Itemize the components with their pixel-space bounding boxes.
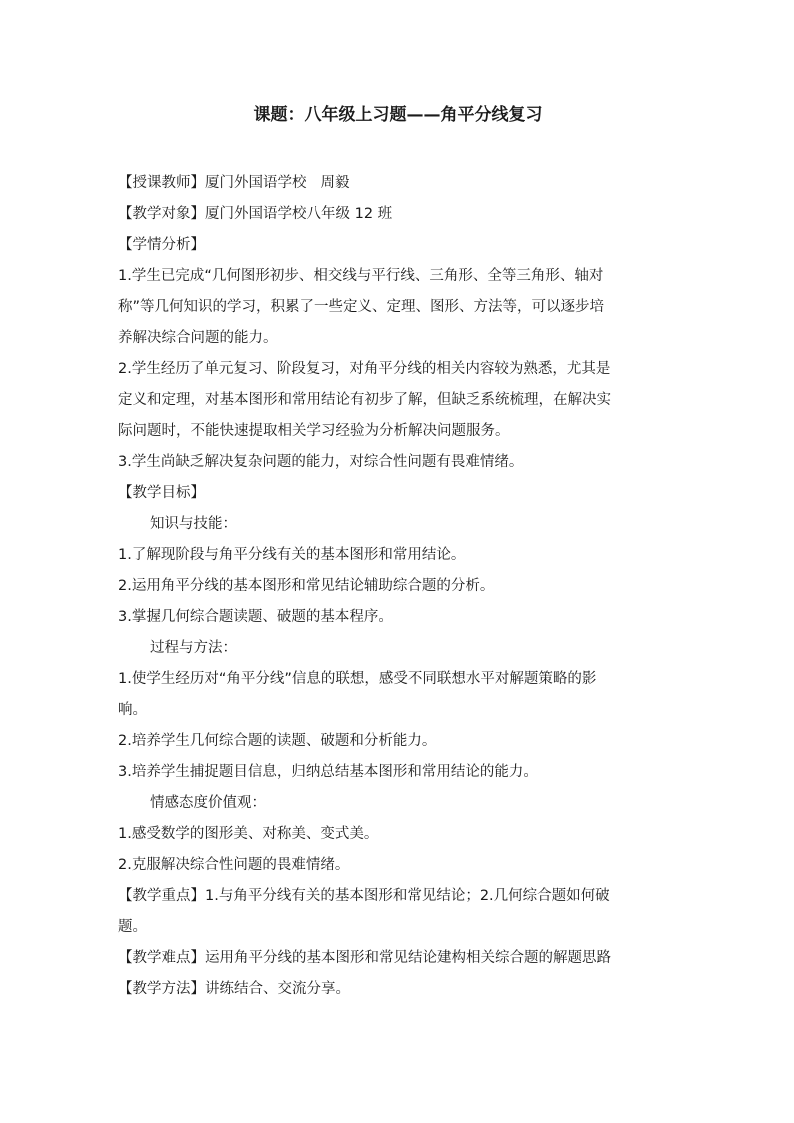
- analysis-item-line: 1.学生已完成“几何图形初步、相交线与平行线、三角形、全等三角形、轴对: [118, 268, 604, 284]
- method-line: [118, 974, 674, 1005]
- analysis-item-line: 养解决综合问题的能力。: [118, 330, 278, 346]
- analysis-item-line: 称”等几何知识的学习，积累了一些定义、定理、图形、方法等，可以逐步培: [118, 299, 605, 315]
- process-item-line: 响。: [118, 702, 147, 718]
- key-points-label: 【教学重点】: [118, 888, 205, 904]
- emotion-item: 2.克服解决综合性问题的畏难情绪。: [118, 857, 350, 873]
- target-value: 厦门外国语学校八年级 12 班: [205, 206, 393, 222]
- difficulty-label: 【教学难点】: [118, 950, 205, 966]
- method-label: 【教学方法】: [118, 981, 205, 997]
- emotion-item: 1.感受数学的图形美、对称美、变式美。: [118, 826, 379, 842]
- process-item-line: 2.培养学生几何综合题的读题、破题和分析能力。: [118, 733, 437, 749]
- analysis-heading: 【学情分析】: [118, 237, 205, 253]
- key-points-line: [118, 881, 674, 912]
- difficulty-value: 运用角平分线的基本图形和常见结论建构相关综合题的解题思路: [205, 950, 611, 966]
- emotion-heading: 情感态度价值观：: [150, 795, 266, 811]
- knowledge-item: 2.运用角平分线的基本图形和常见结论辅助综合题的分析。: [118, 578, 495, 594]
- teacher-school: 厦门外国语学校: [205, 175, 307, 191]
- target-line: [118, 199, 674, 230]
- key-points-continuation: 题。: [118, 919, 147, 935]
- document-page: [118, 103, 674, 1005]
- knowledge-item: 3.掌握几何综合题读题、破题的基本程序。: [118, 609, 393, 625]
- process-heading: 过程与方法：: [150, 640, 237, 656]
- analysis-item-line: 定义和定理，对基本图形和常用结论有初步了解，但缺乏系统梳理，在解决实: [118, 392, 611, 408]
- knowledge-item: 1.了解现阶段与角平分线有关的基本图形和常用结论。: [118, 547, 466, 563]
- process-item-line: 1.使学生经历对“角平分线”信息的联想，感受不同联想水平对解题策略的影: [118, 671, 597, 687]
- method-value: 讲练结合、交流分享。: [205, 981, 350, 997]
- goals-heading: 【教学目标】: [118, 485, 205, 501]
- page-title: 课题：八年级上习题——角平分线复习: [253, 105, 543, 125]
- teacher-label: 【授课教师】: [118, 175, 205, 191]
- process-item-line: 3.培养学生捕捉题目信息，归纳总结基本图形和常用结论的能力。: [118, 764, 538, 780]
- analysis-item-3: [118, 447, 674, 478]
- teacher-line: [118, 168, 674, 199]
- analysis-item-1: [118, 261, 674, 354]
- analysis-item-line: 际问题时，不能快速提取相关学习经验为分析解决问题服务。: [118, 423, 510, 439]
- analysis-item-2: [118, 354, 674, 447]
- teacher-name: 周毅: [320, 175, 350, 191]
- difficulty-line: [118, 943, 674, 974]
- analysis-item-line: 2.学生经历了单元复习、阶段复习，对角平分线的相关内容较为熟悉，尤其是: [118, 361, 611, 377]
- key-points-value: 1.与角平分线有关的基本图形和常见结论；2.几何综合题如何破: [205, 888, 610, 904]
- knowledge-heading: 知识与技能：: [150, 516, 237, 532]
- analysis-item-line: 3.学生尚缺乏解决复杂问题的能力，对综合性问题有畏难情绪。: [118, 454, 524, 470]
- target-label: 【教学对象】: [118, 206, 205, 222]
